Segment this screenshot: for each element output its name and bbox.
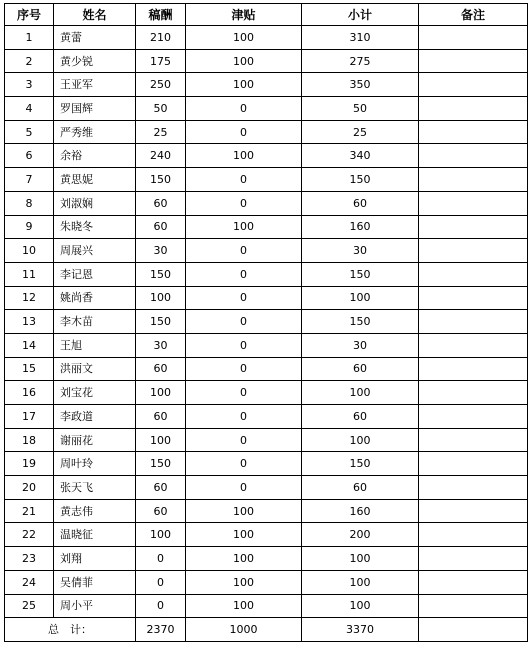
cell-name: 黄思妮: [54, 168, 136, 192]
cell-subtotal: 100: [302, 381, 419, 405]
cell-name: 洪丽文: [54, 357, 136, 381]
cell-note: [419, 239, 528, 263]
cell-subtotal: 340: [302, 144, 419, 168]
cell-allowance: 0: [186, 191, 302, 215]
total-allowance: 1000: [186, 618, 302, 642]
table-row: [5, 144, 528, 168]
cell-allowance: 100: [186, 49, 302, 73]
table-row: [5, 381, 528, 405]
cell-name: 周小平: [54, 594, 136, 618]
cell-allowance: 0: [186, 476, 302, 500]
cell-name: 谢丽花: [54, 428, 136, 452]
cell-fee: 25: [136, 120, 186, 144]
cell-no: 20: [5, 476, 54, 500]
cell-subtotal: 350: [302, 73, 419, 97]
table-row: [5, 428, 528, 452]
table-row: [5, 168, 528, 192]
header-no: 序号: [5, 4, 54, 26]
cell-allowance: 100: [186, 594, 302, 618]
cell-name: 余裕: [54, 144, 136, 168]
cell-allowance: 0: [186, 357, 302, 381]
cell-subtotal: 60: [302, 405, 419, 429]
total-subtotal: 3370: [302, 618, 419, 642]
cell-fee: 30: [136, 239, 186, 263]
cell-no: 1: [5, 26, 54, 50]
table-row: [5, 239, 528, 263]
cell-fee: 100: [136, 523, 186, 547]
cell-no: 16: [5, 381, 54, 405]
cell-no: 13: [5, 310, 54, 334]
cell-fee: 150: [136, 168, 186, 192]
cell-allowance: 100: [186, 73, 302, 97]
cell-note: [419, 452, 528, 476]
cell-note: [419, 333, 528, 357]
cell-fee: 250: [136, 73, 186, 97]
cell-fee: 150: [136, 262, 186, 286]
total-fee: 2370: [136, 618, 186, 642]
cell-no: 6: [5, 144, 54, 168]
cell-allowance: 0: [186, 262, 302, 286]
header-allowance: 津贴: [186, 4, 302, 26]
cell-allowance: 100: [186, 26, 302, 50]
cell-no: 10: [5, 239, 54, 263]
cell-allowance: 0: [186, 310, 302, 334]
header-fee: 稿酬: [136, 4, 186, 26]
cell-allowance: 0: [186, 286, 302, 310]
cell-note: [419, 144, 528, 168]
cell-allowance: 0: [186, 405, 302, 429]
cell-name: 张天飞: [54, 476, 136, 500]
cell-name: 李记恩: [54, 262, 136, 286]
cell-no: 8: [5, 191, 54, 215]
cell-name: 周叶玲: [54, 452, 136, 476]
cell-fee: 100: [136, 286, 186, 310]
cell-note: [419, 168, 528, 192]
cell-subtotal: 160: [302, 499, 419, 523]
cell-fee: 150: [136, 452, 186, 476]
cell-name: 罗国辉: [54, 97, 136, 121]
table-row: [5, 97, 528, 121]
cell-note: [419, 594, 528, 618]
total-label: 总 计：: [5, 618, 136, 642]
cell-fee: 100: [136, 428, 186, 452]
cell-note: [419, 310, 528, 334]
table-row: [5, 286, 528, 310]
table-row: [5, 547, 528, 571]
table-row: [5, 594, 528, 618]
table-row: [5, 26, 528, 50]
cell-subtotal: 100: [302, 428, 419, 452]
cell-note: [419, 49, 528, 73]
cell-note: [419, 215, 528, 239]
table-row: [5, 357, 528, 381]
cell-note: [419, 26, 528, 50]
cell-no: 21: [5, 499, 54, 523]
cell-note: [419, 405, 528, 429]
cell-allowance: 0: [186, 120, 302, 144]
table-row: [5, 73, 528, 97]
cell-subtotal: 25: [302, 120, 419, 144]
cell-note: [419, 262, 528, 286]
cell-no: 12: [5, 286, 54, 310]
cell-name: 李木苗: [54, 310, 136, 334]
header-row: [5, 4, 528, 26]
cell-name: 李政道: [54, 405, 136, 429]
cell-allowance: 100: [186, 215, 302, 239]
cell-note: [419, 97, 528, 121]
table-row: [5, 310, 528, 334]
cell-name: 刘宝花: [54, 381, 136, 405]
cell-fee: 240: [136, 144, 186, 168]
cell-note: [419, 547, 528, 571]
cell-fee: 60: [136, 476, 186, 500]
cell-allowance: 0: [186, 452, 302, 476]
payment-table: [4, 3, 528, 642]
cell-no: 2: [5, 49, 54, 73]
cell-allowance: 100: [186, 547, 302, 571]
cell-name: 黄志伟: [54, 499, 136, 523]
cell-name: 王亚军: [54, 73, 136, 97]
cell-no: 3: [5, 73, 54, 97]
cell-subtotal: 30: [302, 239, 419, 263]
table-row: [5, 570, 528, 594]
cell-fee: 150: [136, 310, 186, 334]
cell-name: 刘翔: [54, 547, 136, 571]
cell-no: 15: [5, 357, 54, 381]
cell-fee: 175: [136, 49, 186, 73]
cell-note: [419, 428, 528, 452]
cell-fee: 0: [136, 570, 186, 594]
cell-name: 黄蕾: [54, 26, 136, 50]
cell-subtotal: 50: [302, 97, 419, 121]
table-body: [5, 26, 528, 618]
cell-no: 17: [5, 405, 54, 429]
cell-allowance: 0: [186, 97, 302, 121]
cell-name: 朱晓冬: [54, 215, 136, 239]
cell-fee: 210: [136, 26, 186, 50]
cell-note: [419, 120, 528, 144]
header-note: 备注: [419, 4, 528, 26]
cell-no: 9: [5, 215, 54, 239]
table-row: [5, 120, 528, 144]
cell-fee: 60: [136, 191, 186, 215]
cell-no: 11: [5, 262, 54, 286]
cell-name: 姚尚香: [54, 286, 136, 310]
cell-note: [419, 476, 528, 500]
cell-fee: 0: [136, 547, 186, 571]
cell-subtotal: 310: [302, 26, 419, 50]
table-row: [5, 523, 528, 547]
cell-no: 25: [5, 594, 54, 618]
cell-fee: 60: [136, 499, 186, 523]
cell-no: 4: [5, 97, 54, 121]
cell-note: [419, 570, 528, 594]
cell-name: 周展兴: [54, 239, 136, 263]
cell-note: [419, 286, 528, 310]
cell-subtotal: 60: [302, 191, 419, 215]
cell-allowance: 100: [186, 523, 302, 547]
cell-no: 22: [5, 523, 54, 547]
cell-fee: 60: [136, 215, 186, 239]
cell-note: [419, 73, 528, 97]
cell-no: 23: [5, 547, 54, 571]
table-row: [5, 405, 528, 429]
cell-allowance: 100: [186, 144, 302, 168]
cell-name: 严秀维: [54, 120, 136, 144]
cell-note: [419, 191, 528, 215]
cell-subtotal: 30: [302, 333, 419, 357]
cell-allowance: 100: [186, 570, 302, 594]
table-row: [5, 262, 528, 286]
cell-subtotal: 60: [302, 476, 419, 500]
cell-allowance: 0: [186, 239, 302, 263]
cell-subtotal: 160: [302, 215, 419, 239]
table-row: [5, 215, 528, 239]
cell-note: [419, 357, 528, 381]
cell-allowance: 0: [186, 333, 302, 357]
cell-subtotal: 100: [302, 547, 419, 571]
cell-name: 王旭: [54, 333, 136, 357]
cell-fee: 60: [136, 405, 186, 429]
cell-name: 吴倩菲: [54, 570, 136, 594]
cell-no: 18: [5, 428, 54, 452]
cell-note: [419, 523, 528, 547]
cell-fee: 0: [136, 594, 186, 618]
cell-subtotal: 150: [302, 168, 419, 192]
header-name: 姓名: [54, 4, 136, 26]
table-row: [5, 476, 528, 500]
cell-allowance: 0: [186, 168, 302, 192]
table-row: [5, 49, 528, 73]
cell-fee: 50: [136, 97, 186, 121]
cell-allowance: 0: [186, 381, 302, 405]
cell-no: 7: [5, 168, 54, 192]
cell-subtotal: 200: [302, 523, 419, 547]
cell-subtotal: 100: [302, 286, 419, 310]
cell-no: 19: [5, 452, 54, 476]
cell-subtotal: 150: [302, 262, 419, 286]
cell-name: 黄少锐: [54, 49, 136, 73]
table-row: [5, 333, 528, 357]
cell-subtotal: 60: [302, 357, 419, 381]
cell-note: [419, 381, 528, 405]
cell-fee: 100: [136, 381, 186, 405]
cell-note: [419, 499, 528, 523]
cell-subtotal: 275: [302, 49, 419, 73]
cell-subtotal: 100: [302, 594, 419, 618]
table-row: [5, 452, 528, 476]
total-note: [419, 618, 528, 642]
cell-allowance: 100: [186, 499, 302, 523]
cell-name: 刘淑娴: [54, 191, 136, 215]
table-row: [5, 499, 528, 523]
cell-name: 温晓征: [54, 523, 136, 547]
cell-no: 24: [5, 570, 54, 594]
table-row: [5, 191, 528, 215]
total-row: [5, 618, 528, 642]
cell-no: 5: [5, 120, 54, 144]
header-subtotal: 小计: [302, 4, 419, 26]
cell-subtotal: 150: [302, 452, 419, 476]
cell-fee: 30: [136, 333, 186, 357]
cell-no: 14: [5, 333, 54, 357]
cell-subtotal: 100: [302, 570, 419, 594]
cell-fee: 60: [136, 357, 186, 381]
cell-allowance: 0: [186, 428, 302, 452]
cell-subtotal: 150: [302, 310, 419, 334]
